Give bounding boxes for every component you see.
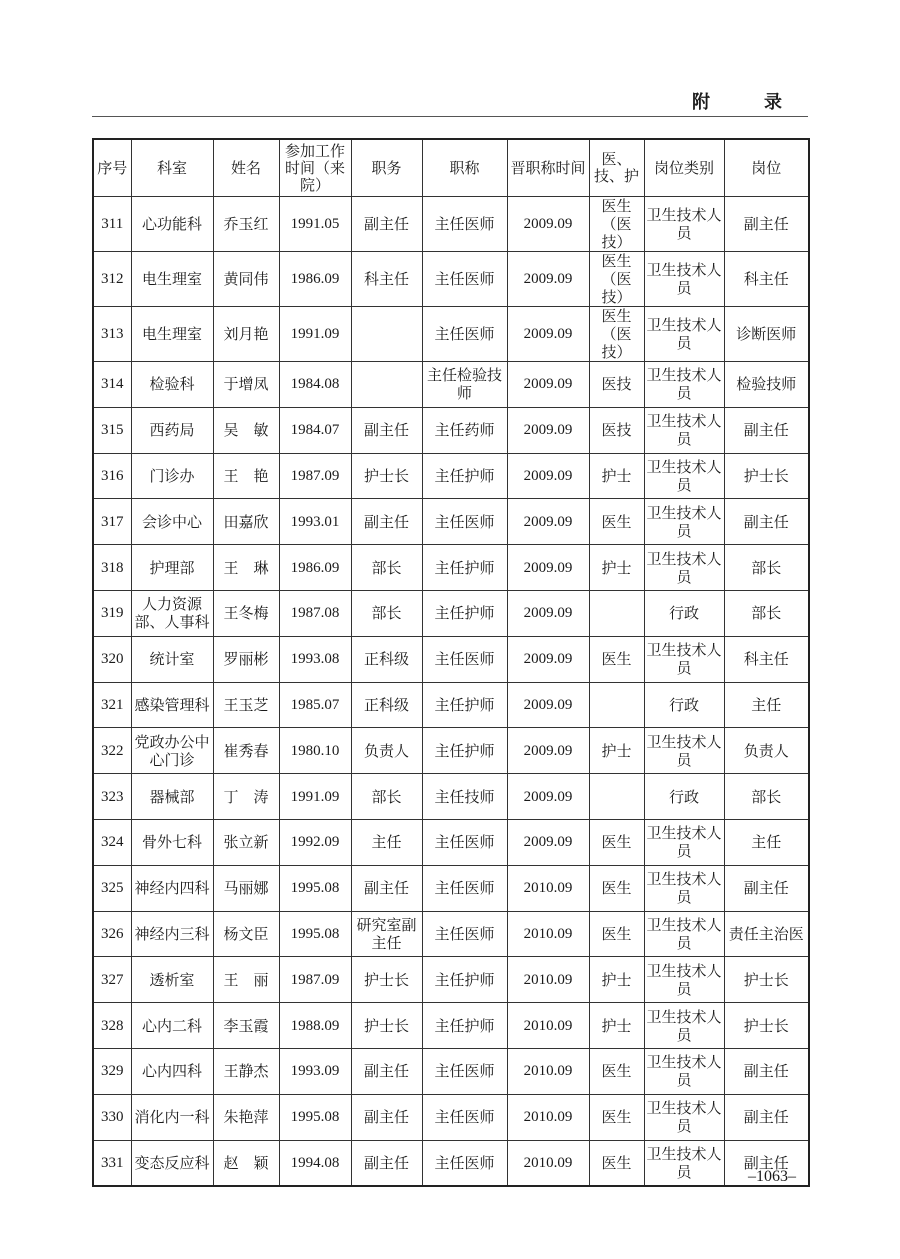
cell-index: 331 [93,1140,131,1186]
table-header [93,139,809,197]
cell-position: 部长 [351,774,422,820]
cell-name: 罗丽彬 [213,636,279,682]
cell-title: 主任医师 [422,636,507,682]
cell-index: 330 [93,1094,131,1140]
cell-department: 骨外七科 [131,819,213,865]
cell-index: 322 [93,728,131,774]
cell-start-date: 1995.08 [279,1094,351,1140]
cell-name: 王 丽 [213,957,279,1003]
cell-title: 主任医师 [422,252,507,307]
cell-start-date: 1986.09 [279,545,351,591]
cell-category: 医生（医技） [589,197,644,252]
cell-name: 朱艳萍 [213,1094,279,1140]
cell-post: 副主任 [724,1094,809,1140]
cell-start-date: 1993.01 [279,499,351,545]
cell-promotion-date: 2009.09 [507,307,589,362]
cell-department: 西药局 [131,407,213,453]
cell-position: 副主任 [351,865,422,911]
cell-post-type: 卫生技术人员 [644,636,724,682]
cell-post: 副主任 [724,407,809,453]
cell-category [589,774,644,820]
cell-index: 324 [93,819,131,865]
cell-post-type: 卫生技术人员 [644,453,724,499]
cell-name: 赵 颖 [213,1140,279,1186]
cell-category: 护士 [589,957,644,1003]
cell-promotion-date: 2009.09 [507,197,589,252]
cell-category: 医生 [589,1140,644,1186]
cell-department: 心内二科 [131,1003,213,1049]
cell-post-type: 卫生技术人员 [644,1094,724,1140]
cell-name: 刘月艳 [213,307,279,362]
cell-index: 328 [93,1003,131,1049]
cell-position: 副主任 [351,1048,422,1094]
table-row [93,636,809,682]
cell-name: 田嘉欣 [213,499,279,545]
cell-post-type: 卫生技术人员 [644,407,724,453]
cell-index: 320 [93,636,131,682]
cell-category: 护士 [589,453,644,499]
cell-post-type: 卫生技术人员 [644,1048,724,1094]
cell-category: 医生 [589,911,644,957]
table-row [93,911,809,957]
cell-title: 主任护师 [422,590,507,636]
cell-category: 医技 [589,362,644,408]
cell-position: 副主任 [351,499,422,545]
cell-post: 科主任 [724,636,809,682]
cell-post: 责任主治医 [724,911,809,957]
cell-post: 主任 [724,682,809,728]
cell-position [351,307,422,362]
cell-post-type: 卫生技术人员 [644,1003,724,1049]
cell-department: 会诊中心 [131,499,213,545]
cell-position: 研究室副主任 [351,911,422,957]
cell-department: 护理部 [131,545,213,591]
cell-category: 医生 [589,1094,644,1140]
table-body [93,197,809,1186]
header-col-post-type: 岗位类别 [644,139,724,197]
cell-title: 主任医师 [422,1048,507,1094]
header-col-promotion-date: 晋职称时间 [507,139,589,197]
cell-title: 主任护师 [422,682,507,728]
cell-promotion-date: 2010.09 [507,1048,589,1094]
cell-department: 检验科 [131,362,213,408]
cell-name: 王 琳 [213,545,279,591]
cell-department: 党政办公中心门诊 [131,728,213,774]
cell-index: 311 [93,197,131,252]
cell-promotion-date: 2009.09 [507,682,589,728]
cell-department: 电生理室 [131,252,213,307]
cell-promotion-date: 2009.09 [507,728,589,774]
cell-department: 统计室 [131,636,213,682]
cell-title: 主任医师 [422,197,507,252]
cell-category: 医生（医技） [589,252,644,307]
cell-start-date: 1987.08 [279,590,351,636]
cell-post: 检验技师 [724,362,809,408]
cell-department: 神经内三科 [131,911,213,957]
cell-promotion-date: 2010.09 [507,1094,589,1140]
cell-post: 诊断医师 [724,307,809,362]
cell-post-type: 行政 [644,774,724,820]
cell-title: 主任护师 [422,957,507,1003]
table-row [93,499,809,545]
cell-department: 电生理室 [131,307,213,362]
cell-position: 副主任 [351,197,422,252]
cell-title: 主任医师 [422,911,507,957]
header-row [93,139,809,197]
table-row [93,1094,809,1140]
table-row [93,197,809,252]
cell-category: 护士 [589,728,644,774]
cell-index: 321 [93,682,131,728]
cell-category: 医生（医技） [589,307,644,362]
cell-post: 副主任 [724,197,809,252]
table-row [93,728,809,774]
cell-promotion-date: 2009.09 [507,774,589,820]
cell-index: 329 [93,1048,131,1094]
cell-post: 护士长 [724,1003,809,1049]
cell-name: 杨文臣 [213,911,279,957]
page-number: –1063– [748,1168,796,1185]
cell-category: 护士 [589,545,644,591]
cell-index: 316 [93,453,131,499]
table-row [93,407,809,453]
cell-category: 医技 [589,407,644,453]
cell-index: 327 [93,957,131,1003]
cell-promotion-date: 2009.09 [507,819,589,865]
table-row [93,819,809,865]
cell-position: 正科级 [351,682,422,728]
cell-post-type: 卫生技术人员 [644,362,724,408]
cell-name: 李玉霞 [213,1003,279,1049]
cell-promotion-date: 2010.09 [507,1140,589,1186]
table-row [93,865,809,911]
cell-index: 314 [93,362,131,408]
cell-start-date: 1994.08 [279,1140,351,1186]
cell-promotion-date: 2009.09 [507,590,589,636]
header-col-name: 姓名 [213,139,279,197]
cell-index: 326 [93,911,131,957]
cell-category: 护士 [589,1003,644,1049]
cell-position: 护士长 [351,1003,422,1049]
header-divider [92,116,808,117]
cell-start-date: 1987.09 [279,453,351,499]
cell-post: 负责人 [724,728,809,774]
cell-index: 317 [93,499,131,545]
cell-department: 人力资源部、人事科 [131,590,213,636]
cell-position [351,362,422,408]
table-row [93,307,809,362]
cell-position: 主任 [351,819,422,865]
header-col-post: 岗位 [724,139,809,197]
cell-promotion-date: 2010.09 [507,957,589,1003]
cell-category [589,590,644,636]
cell-start-date: 1985.07 [279,682,351,728]
cell-post: 护士长 [724,453,809,499]
cell-department: 门诊办 [131,453,213,499]
cell-title: 主任技师 [422,774,507,820]
cell-name: 王 艳 [213,453,279,499]
cell-title: 主任护师 [422,453,507,499]
table-row [93,774,809,820]
cell-name: 于增凤 [213,362,279,408]
cell-position: 负责人 [351,728,422,774]
cell-promotion-date: 2009.09 [507,545,589,591]
cell-post-type: 卫生技术人员 [644,307,724,362]
cell-position: 副主任 [351,1140,422,1186]
header-col-department: 科室 [131,139,213,197]
staff-roster-table [92,138,810,1187]
cell-index: 318 [93,545,131,591]
cell-position: 护士长 [351,957,422,1003]
cell-title: 主任检验技师 [422,362,507,408]
cell-promotion-date: 2009.09 [507,636,589,682]
cell-category: 医生 [589,865,644,911]
cell-start-date: 1991.09 [279,774,351,820]
cell-title: 主任药师 [422,407,507,453]
cell-name: 马丽娜 [213,865,279,911]
cell-position: 副主任 [351,407,422,453]
cell-title: 主任护师 [422,1003,507,1049]
header-col-index: 序号 [93,139,131,197]
cell-position: 护士长 [351,453,422,499]
cell-department: 神经内四科 [131,865,213,911]
cell-post-type: 卫生技术人员 [644,865,724,911]
cell-name: 黄同伟 [213,252,279,307]
cell-department: 消化内一科 [131,1094,213,1140]
running-header-title: 附 录 [692,92,800,113]
cell-name: 张立新 [213,819,279,865]
cell-department: 心功能科 [131,197,213,252]
cell-promotion-date: 2010.09 [507,1003,589,1049]
cell-index: 319 [93,590,131,636]
cell-position: 副主任 [351,1094,422,1140]
table-row [93,362,809,408]
cell-start-date: 1995.08 [279,911,351,957]
cell-start-date: 1987.09 [279,957,351,1003]
cell-name: 崔秀春 [213,728,279,774]
cell-promotion-date: 2009.09 [507,453,589,499]
header-col-category: 医、技、护 [589,139,644,197]
cell-promotion-date: 2010.09 [507,911,589,957]
cell-index: 313 [93,307,131,362]
cell-start-date: 1988.09 [279,1003,351,1049]
cell-department: 透析室 [131,957,213,1003]
cell-start-date: 1986.09 [279,252,351,307]
cell-index: 315 [93,407,131,453]
cell-category [589,682,644,728]
table-row [93,1048,809,1094]
cell-post: 副主任 [724,499,809,545]
table-row [93,590,809,636]
cell-post-type: 卫生技术人员 [644,499,724,545]
cell-index: 325 [93,865,131,911]
cell-post: 科主任 [724,252,809,307]
table-row [93,682,809,728]
cell-name: 王冬梅 [213,590,279,636]
cell-start-date: 1992.09 [279,819,351,865]
cell-start-date: 1980.10 [279,728,351,774]
cell-title: 主任护师 [422,728,507,774]
cell-post-type: 卫生技术人员 [644,1140,724,1186]
cell-title: 主任护师 [422,545,507,591]
cell-start-date: 1991.05 [279,197,351,252]
cell-post-type: 卫生技术人员 [644,819,724,865]
cell-post: 副主任 [724,1048,809,1094]
cell-title: 主任医师 [422,1140,507,1186]
cell-post-type: 卫生技术人员 [644,197,724,252]
cell-post: 主任 [724,819,809,865]
table-row [93,545,809,591]
cell-promotion-date: 2010.09 [507,865,589,911]
cell-post: 护士长 [724,957,809,1003]
cell-post-type: 卫生技术人员 [644,957,724,1003]
cell-title: 主任医师 [422,1094,507,1140]
cell-start-date: 1991.09 [279,307,351,362]
cell-department: 变态反应科 [131,1140,213,1186]
cell-post-type: 卫生技术人员 [644,252,724,307]
cell-post: 部长 [724,774,809,820]
cell-post-type: 行政 [644,590,724,636]
cell-index: 323 [93,774,131,820]
cell-promotion-date: 2009.09 [507,407,589,453]
cell-title: 主任医师 [422,499,507,545]
cell-post: 部长 [724,590,809,636]
cell-post-type: 卫生技术人员 [644,911,724,957]
cell-name: 乔玉红 [213,197,279,252]
cell-category: 医生 [589,1048,644,1094]
header-col-position: 职务 [351,139,422,197]
table-row [93,453,809,499]
cell-promotion-date: 2009.09 [507,252,589,307]
cell-position: 部长 [351,545,422,591]
cell-department: 感染管理科 [131,682,213,728]
cell-post-type: 行政 [644,682,724,728]
cell-index: 312 [93,252,131,307]
table-row [93,252,809,307]
cell-title: 主任医师 [422,307,507,362]
cell-start-date: 1995.08 [279,865,351,911]
cell-post-type: 卫生技术人员 [644,728,724,774]
header-col-start-date: 参加工作时间（来院） [279,139,351,197]
header-col-title: 职称 [422,139,507,197]
cell-category: 医生 [589,636,644,682]
cell-promotion-date: 2009.09 [507,499,589,545]
cell-promotion-date: 2009.09 [507,362,589,408]
cell-department: 器械部 [131,774,213,820]
table-row [93,1003,809,1049]
cell-start-date: 1984.08 [279,362,351,408]
cell-title: 主任医师 [422,819,507,865]
cell-name: 丁 涛 [213,774,279,820]
cell-position: 正科级 [351,636,422,682]
table-row [93,957,809,1003]
cell-title: 主任医师 [422,865,507,911]
cell-position: 部长 [351,590,422,636]
cell-name: 王静杰 [213,1048,279,1094]
cell-category: 医生 [589,819,644,865]
cell-post-type: 卫生技术人员 [644,545,724,591]
cell-name: 吴 敏 [213,407,279,453]
cell-department: 心内四科 [131,1048,213,1094]
table-row [93,1140,809,1186]
cell-name: 王玉芝 [213,682,279,728]
cell-post: 副主任 [724,865,809,911]
cell-start-date: 1993.09 [279,1048,351,1094]
cell-position: 科主任 [351,252,422,307]
cell-post: 副主任 [724,1140,809,1186]
cell-category: 医生 [589,499,644,545]
cell-start-date: 1984.07 [279,407,351,453]
cell-start-date: 1993.08 [279,636,351,682]
cell-post: 部长 [724,545,809,591]
